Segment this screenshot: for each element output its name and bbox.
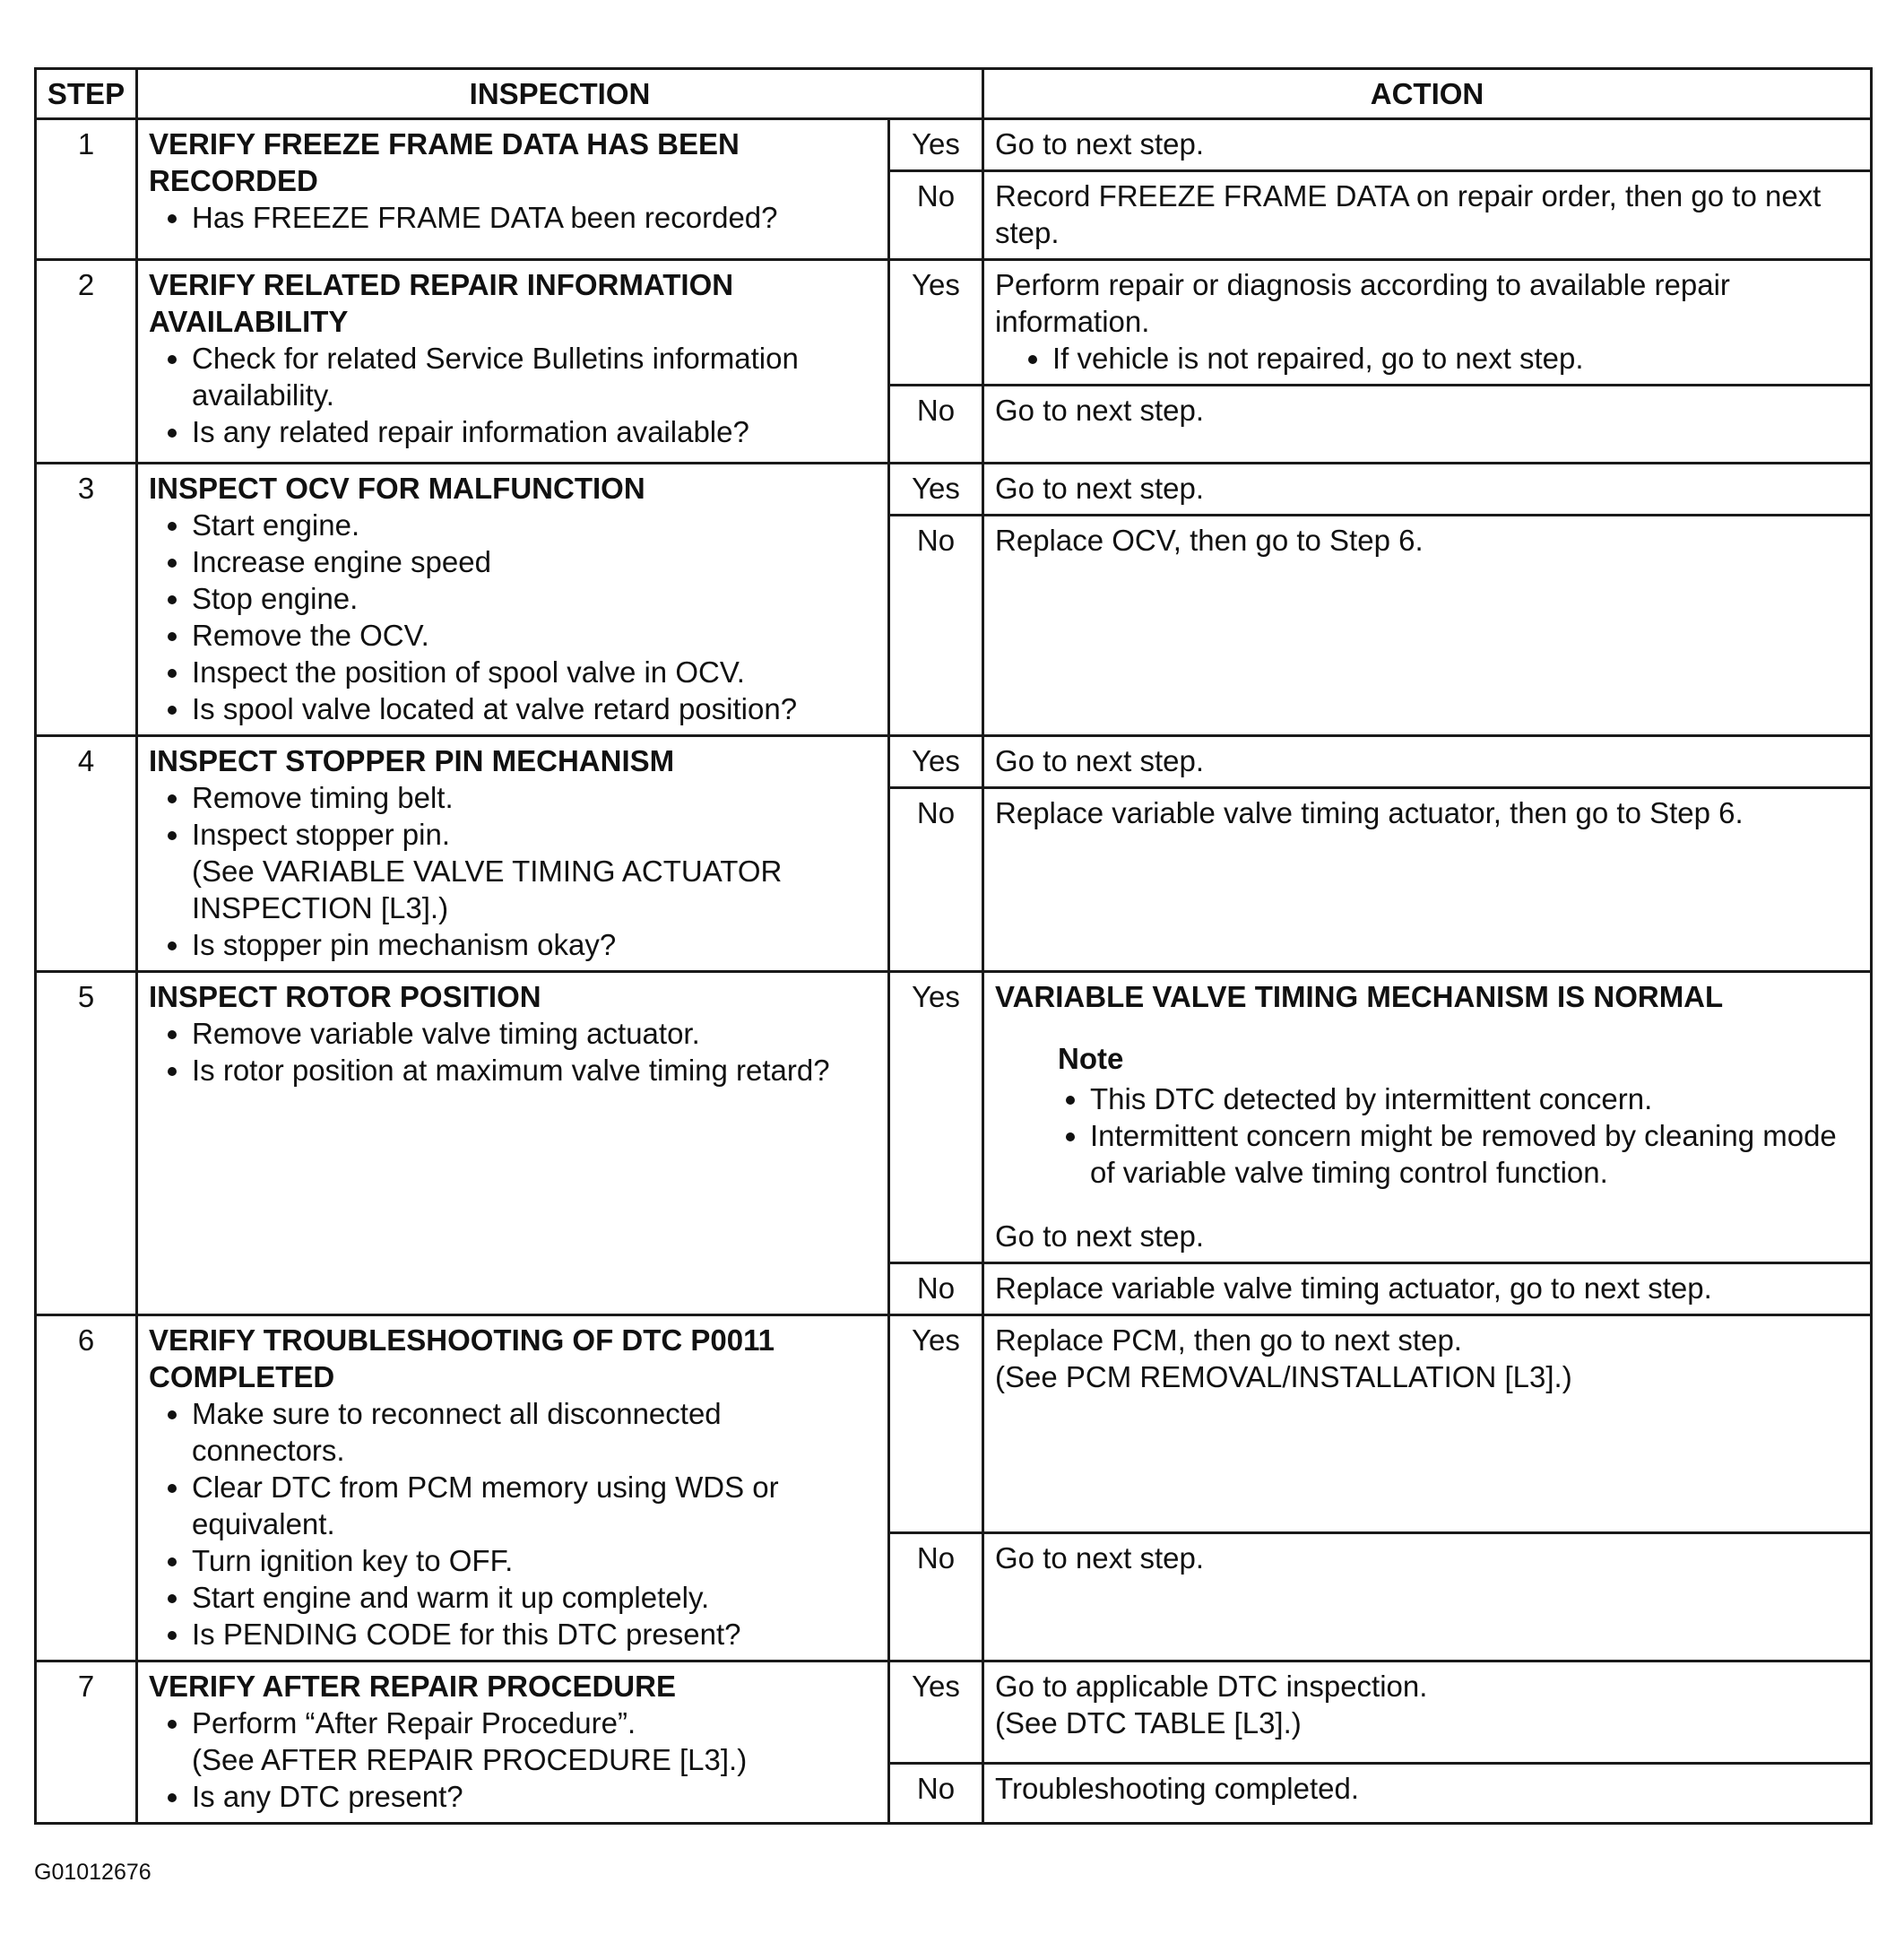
inspection-bullets <box>149 340 877 450</box>
inspection-cell <box>137 1315 889 1661</box>
inspection-title: VERIFY AFTER REPAIR PROCEDURE <box>149 1670 676 1703</box>
inspection-bullet-reference: (See AFTER REPAIR PROCEDURE [L3].) <box>192 1743 748 1776</box>
no-action: Go to next step. <box>983 386 1872 464</box>
step-number: 5 <box>36 972 137 1315</box>
no-label: No <box>889 1533 983 1661</box>
no-label: No <box>889 788 983 972</box>
inspection-bullets <box>149 779 877 963</box>
inspection-bullet: • Remove the OCV. <box>192 617 877 654</box>
yes-label: Yes <box>889 260 983 386</box>
inspection-bullet: • Make sure to reconnect all disconnected connectors. <box>192 1395 877 1469</box>
inspection-bullet <box>192 816 877 926</box>
inspection-bullet: • Start engine and warm it up completely. <box>192 1579 877 1616</box>
yes-action: Go to next step. <box>983 736 1872 788</box>
yes-action <box>983 972 1872 1263</box>
inspection-bullet: • Remove timing belt. <box>192 779 877 816</box>
no-label: No <box>889 1263 983 1315</box>
step-number: 4 <box>36 736 137 972</box>
inspection-bullet: • Clear DTC from PCM memory using WDS or equivalent. <box>192 1469 877 1542</box>
yes-action <box>983 1661 1872 1764</box>
inspection-cell <box>137 1661 889 1824</box>
header-step: STEP <box>36 69 137 119</box>
inspection-bullet: • Increase engine speed <box>192 543 877 580</box>
yes-label: Yes <box>889 1661 983 1764</box>
inspection-bullet: • Has FREEZE FRAME DATA been recorded? <box>192 199 877 236</box>
inspection-title: VERIFY TROUBLESHOOTING OF DTC P0011 COMPLETED <box>149 1323 775 1393</box>
inspection-bullet-text: Inspect stopper pin. <box>192 818 451 851</box>
inspection-bullet-text: Perform “After Repair Procedure”. <box>192 1706 636 1739</box>
yes-action-text: Go to applicable DTC inspection. <box>995 1670 1428 1703</box>
yes-label: Yes <box>889 464 983 516</box>
troubleshooting-table <box>34 67 1873 1825</box>
yes-action-text: Perform repair or diagnosis according to available repair information. <box>995 268 1730 338</box>
inspection-bullet: • Is spool valve located at valve retard position? <box>192 690 877 727</box>
yes-label: Yes <box>889 736 983 788</box>
step-number: 6 <box>36 1315 137 1661</box>
no-label: No <box>889 386 983 464</box>
inspection-bullet: • Inspect the position of spool valve in OCV. <box>192 654 877 690</box>
yes-action-text: Replace PCM, then go to next step. <box>995 1323 1462 1357</box>
step-row-6 <box>36 1315 1872 1533</box>
inspection-title: INSPECT STOPPER PIN MECHANISM <box>149 744 675 777</box>
inspection-bullets <box>149 1015 877 1089</box>
step-row-2 <box>36 260 1872 386</box>
note-bullet: • Intermittent concern might be removed by cleaning mode of variable valve timing control function. <box>1090 1117 1859 1191</box>
yes-action: Go to next step. <box>983 119 1872 171</box>
inspection-cell <box>137 464 889 736</box>
inspection-bullet: • Start engine. <box>192 507 877 543</box>
inspection-bullet-reference: (See VARIABLE VALVE TIMING ACTUATOR INSPECTION [L3].) <box>192 855 783 924</box>
yes-action-text: Go to next step. <box>995 1219 1204 1253</box>
inspection-bullets <box>149 1395 877 1653</box>
step-row-4 <box>36 736 1872 788</box>
inspection-bullets <box>149 1705 877 1815</box>
inspection-title: INSPECT OCV FOR MALFUNCTION <box>149 472 645 505</box>
header-row <box>36 69 1872 119</box>
inspection-title: VERIFY RELATED REPAIR INFORMATION AVAILABILITY <box>149 268 734 338</box>
inspection-bullet <box>192 1705 877 1778</box>
step-row-5 <box>36 972 1872 1263</box>
inspection-bullet: • Stop engine. <box>192 580 877 617</box>
inspection-title: VERIFY FREEZE FRAME DATA HAS BEEN RECORDED <box>149 127 740 197</box>
inspection-bullet: • Turn ignition key to OFF. <box>192 1542 877 1579</box>
step-number: 1 <box>36 119 137 260</box>
no-label: No <box>889 1764 983 1824</box>
inspection-bullet: • Remove variable valve timing actuator. <box>192 1015 877 1052</box>
note-bullets <box>1058 1080 1859 1191</box>
yes-action <box>983 260 1872 386</box>
yes-action: Go to next step. <box>983 464 1872 516</box>
no-label: No <box>889 516 983 736</box>
yes-label: Yes <box>889 972 983 1263</box>
yes-action-reference: (See DTC TABLE [L3].) <box>995 1706 1302 1739</box>
note-bullet: • This DTC detected by intermittent concern. <box>1090 1080 1859 1117</box>
step-number: 3 <box>36 464 137 736</box>
no-action: Go to next step. <box>983 1533 1872 1661</box>
no-action: Replace variable valve timing actuator, then go to Step 6. <box>983 788 1872 972</box>
step-number: 2 <box>36 260 137 464</box>
step-row-3 <box>36 464 1872 516</box>
yes-action <box>983 1315 1872 1533</box>
note-block <box>1058 1040 1859 1191</box>
inspection-bullet: • Check for related Service Bulletins information availability. <box>192 340 877 413</box>
inspection-bullets <box>149 507 877 727</box>
inspection-cell <box>137 972 889 1315</box>
yes-label: Yes <box>889 119 983 171</box>
inspection-bullets <box>149 199 877 236</box>
step-number: 7 <box>36 1661 137 1824</box>
header-action: ACTION <box>983 69 1872 119</box>
action-bullets <box>995 340 1859 377</box>
figure-code: G01012676 <box>34 1860 151 1885</box>
step-row-7 <box>36 1661 1872 1764</box>
inspection-cell <box>137 736 889 972</box>
no-action: Replace variable valve timing actuator, go to next step. <box>983 1263 1872 1315</box>
yes-label: Yes <box>889 1315 983 1533</box>
inspection-cell <box>137 119 889 260</box>
no-label: No <box>889 171 983 260</box>
action-bullet: • If vehicle is not repaired, go to next step. <box>1052 340 1859 377</box>
step-row-1 <box>36 119 1872 171</box>
inspection-title: INSPECT ROTOR POSITION <box>149 980 541 1013</box>
yes-action-reference: (See PCM REMOVAL/INSTALLATION [L3].) <box>995 1360 1572 1393</box>
inspection-bullet: • Is PENDING CODE for this DTC present? <box>192 1616 877 1653</box>
no-action: Record FREEZE FRAME DATA on repair order, then go to next step. <box>983 171 1872 260</box>
inspection-bullet: • Is rotor position at maximum valve timing retard? <box>192 1052 877 1089</box>
inspection-bullet: • Is any related repair information available? <box>192 413 877 450</box>
no-action: Replace OCV, then go to Step 6. <box>983 516 1872 736</box>
note-title: Note <box>1058 1042 1124 1075</box>
no-action: Troubleshooting completed. <box>983 1764 1872 1824</box>
inspection-bullet: • Is any DTC present? <box>192 1778 877 1815</box>
inspection-bullet: • Is stopper pin mechanism okay? <box>192 926 877 963</box>
action-heading: VARIABLE VALVE TIMING MECHANISM IS NORMAL <box>995 980 1724 1013</box>
header-inspection: INSPECTION <box>137 69 983 119</box>
inspection-cell <box>137 260 889 464</box>
